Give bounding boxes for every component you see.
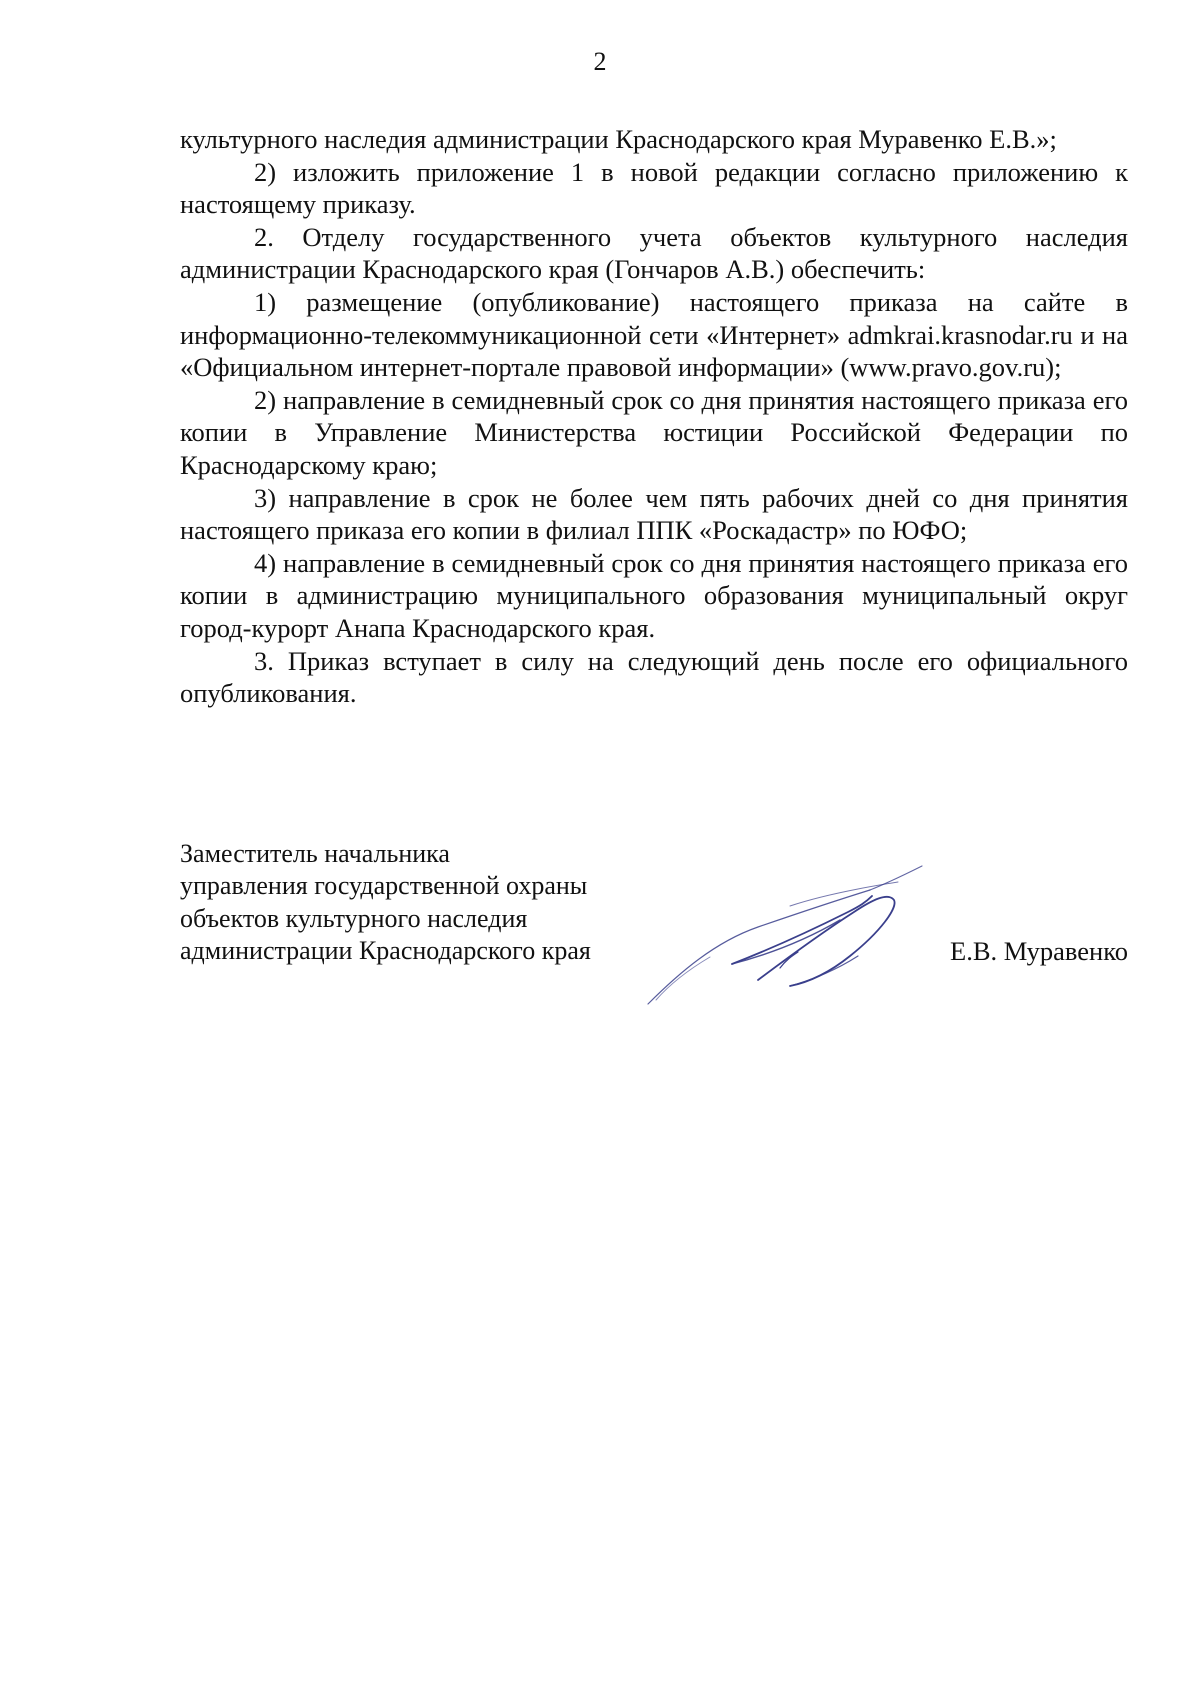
paragraph-item-2-annex: 2) изложить приложение 1 в новой редакции согласно приложению к настоящему приказу. [180,156,1128,220]
page-number: 2 [593,47,607,76]
signer-name: Е.В. Муравенко [950,936,1128,966]
paragraph-clause-2-item-2: 2) направление в семидневный срок со дня принятия настоящего приказа его копии в Управление Министерства юстиции Российской Федерации по Краснодарскому краю; [180,384,1128,480]
paragraph-continuation: культурного наследия администрации Краснодарского края Муравенко Е.В.»; [180,124,1057,154]
handwritten-signature [640,852,940,1012]
paragraph-clause-2-item-4: 4) направление в семидневный срок со дня принятия настоящего приказа его копии в администрацию муниципального образования муниципальный округ город-курорт Анапа Краснодарского края. [180,547,1128,643]
paragraph-clause-3: 3. Приказ вступает в силу на следующий день после его официального опубликования. [180,645,1128,709]
paragraph-clause-2: 2. Отделу государственного учета объектов культурного наследия администрации Краснодарского края (Гончаров А.В.) обеспечить: [180,221,1128,285]
paragraph-clause-2-item-3: 3) направление в срок не более чем пять рабочих дней со дня принятия настоящего приказа его копии в филиал ППК «Роскадастр» по ЮФО; [180,482,1128,546]
document-body [180,123,1128,710]
signature-block [180,838,1140,1018]
paragraph-clause-2-item-1: 1) размещение (опубликование) настоящего приказа на сайте в информационно-телекоммуникационной сети «Интернет» admkrai.krasnodar.ru и на «Официальном интернет-портале правовой информации» (www.pravo.gov.ru); [180,286,1128,383]
signer-position: Заместитель начальника управления государственной охраны объектов культурного наследия администрации Краснодарского края [180,839,591,966]
